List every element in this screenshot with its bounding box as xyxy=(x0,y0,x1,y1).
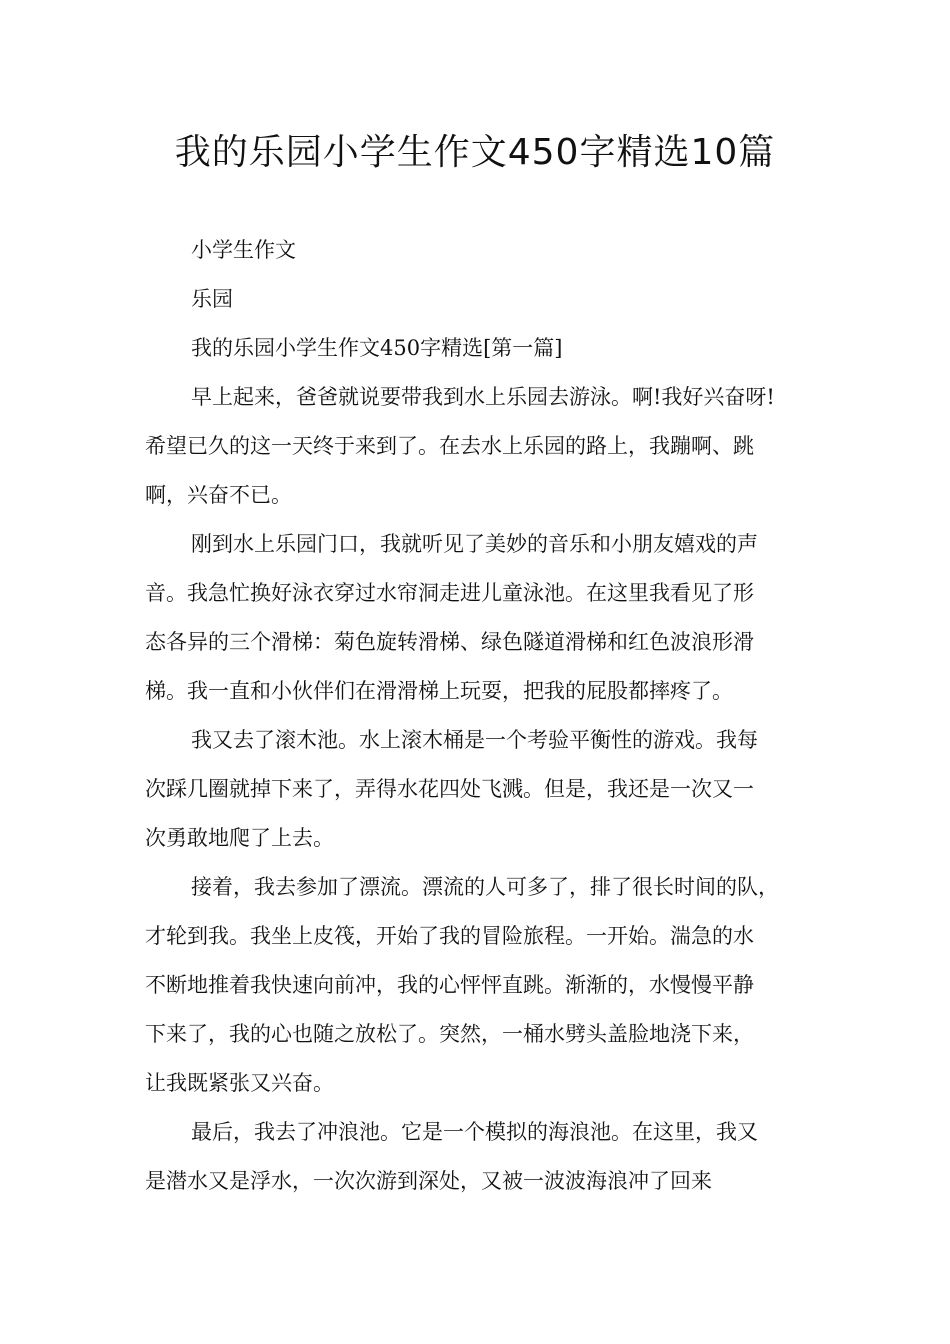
text-line: 是潜水又是浮水，一次次游到深处，又被一波波海浪冲了回来 xyxy=(145,1169,712,1193)
text-line: 次踩几圈就掉下来了，弄得水花四处飞溅。但是，我还是一次又一 xyxy=(145,777,754,801)
text-line: 次勇敢地爬了上去。 xyxy=(145,826,334,850)
text-line: 接着，我去参加了漂流。漂流的人可多了，排了很长时间的队， xyxy=(191,875,779,899)
text-line: 最后，我去了冲浪池。它是一个模拟的海浪池。在这里，我又 xyxy=(191,1120,758,1144)
text-line: 刚到水上乐园门口，我就听见了美妙的音乐和小朋友嬉戏的声 xyxy=(191,532,758,556)
text-line: 我的乐园小学生作文450字精选[第一篇] xyxy=(191,336,563,360)
text-line: 才轮到我。我坐上皮筏，开始了我的冒险旅程。一开始。湍急的水 xyxy=(145,924,754,948)
text-line: 梯。我一直和小伙伴们在滑滑梯上玩耍，把我的屁股都摔疼了。 xyxy=(145,679,733,703)
text-line: 音。我急忙换好泳衣穿过水帘洞走进儿童泳池。在这里我看见了形 xyxy=(145,581,754,605)
text-line: 不断地推着我快速向前冲，我的心怦怦直跳。渐渐的，水慢慢平静 xyxy=(145,973,754,997)
text-line: 下来了，我的心也随之放松了。突然，一桶水劈头盖脸地浇下来， xyxy=(145,1022,754,1046)
document-body xyxy=(145,226,821,1206)
text-line: 我又去了滚木池。水上滚木桶是一个考验平衡性的游戏。我每 xyxy=(191,728,758,752)
text-line: 啊，兴奋不已。 xyxy=(145,483,292,507)
text-line: 乐园 xyxy=(191,287,233,311)
text-line: 早上起来，爸爸就说要带我到水上乐园去游泳。啊!我好兴奋呀! xyxy=(191,385,775,409)
text-line: 希望已久的这一天终于来到了。在去水上乐园的路上，我蹦啊、跳 xyxy=(145,434,754,458)
text-line: 小学生作文 xyxy=(191,238,296,262)
text-line: 让我既紧张又兴奋。 xyxy=(145,1071,334,1095)
text-line: 态各异的三个滑梯：菊色旋转滑梯、绿色隧道滑梯和红色波浪形滑 xyxy=(145,630,754,654)
document-title: 我的乐园小学生作文450字精选10篇 xyxy=(174,132,776,173)
